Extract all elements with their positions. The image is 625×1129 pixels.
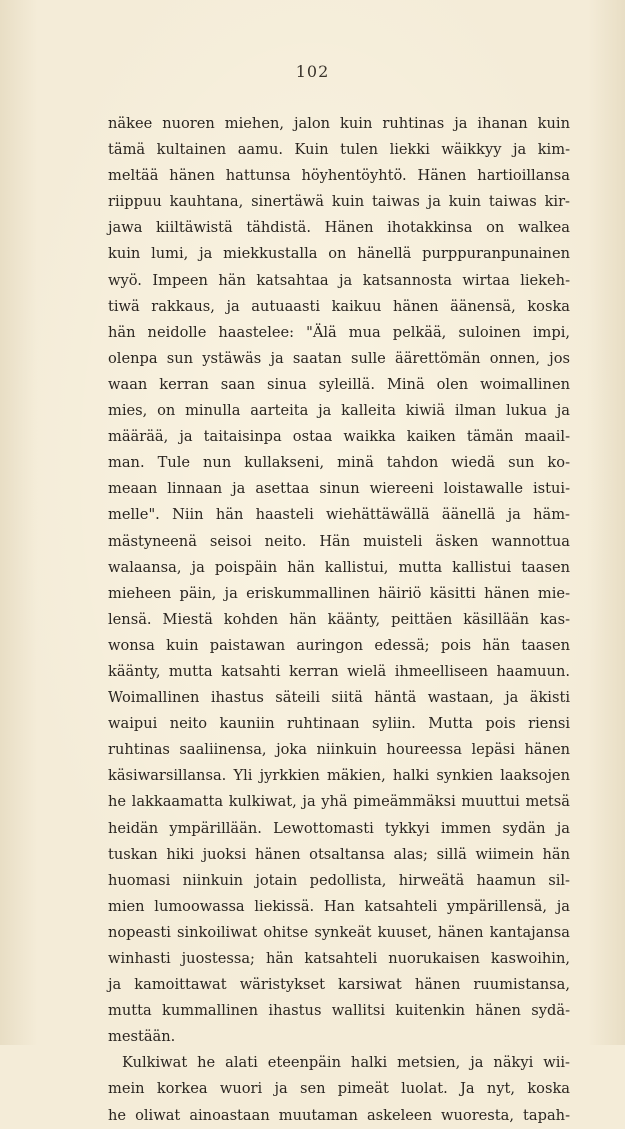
text-line: mies, on minulla aarteita ja kalleita kiwiä ilman lukua ja xyxy=(108,402,570,420)
text-line: mestään. xyxy=(108,1028,176,1046)
text-line: mieheen päin, ja eriskummallinen häiriö käsitti hänen mie- xyxy=(108,584,570,602)
text-line: mien lumoowassa liekissä. Han katsahteli ympärillensä, ja xyxy=(108,897,570,915)
text-line: man. Tule nun kullakseni, minä tahdon wiedä sun ko- xyxy=(108,454,570,472)
text-line: kuin lumi, ja miekkustalla on hänellä purppuranpunainen xyxy=(108,245,570,263)
text-line: heidän ympärillään. Lewottomasti tykkyi immen sydän ja xyxy=(108,819,570,837)
text-line: mästyneenä seisoi neito. Hän muisteli äsken wannottua xyxy=(108,532,570,550)
text-line: tiwä rakkaus, ja autuaasti kaikuu hänen äänensä, koska xyxy=(108,297,570,315)
text-line: waan kerran saan sinua syleillä. Minä olen woimallinen xyxy=(108,375,570,393)
text-line: he lakkaamatta kulkiwat, ja yhä pimeämmäksi muuttui metsä xyxy=(108,793,570,811)
text-line: he oliwat ainoastaan muutaman askeleen wuoresta, tapah- xyxy=(108,1106,570,1124)
text-line: Woimallinen ihastus säteili siitä häntä wastaan, ja äkisti xyxy=(108,689,570,707)
text-line: jawa kiiltäwistä tähdistä. Hänen ihotakkinsa on walkea xyxy=(108,219,570,237)
text-line: riippuu kauhtana, sinertäwä kuin taiwas ja kuin taiwas kir- xyxy=(108,193,570,211)
text-line: käänty, mutta katsahti kerran wielä ihmeelliseen haamuun. xyxy=(108,662,570,680)
text-line: ruhtinas saaliinensa, joka niinkuin houreessa lepäsi hänen xyxy=(108,741,570,759)
text-line: wonsa kuin paistawan auringon edessä; pois hän taasen xyxy=(108,636,570,654)
text-line: meltää hänen hattunsa höyhentöyhtö. Hänen hartioillansa xyxy=(108,167,570,185)
text-line: määrää, ja taitaisinpa ostaa waikka kaiken tämän maail- xyxy=(108,428,570,446)
text-line: winhasti juostessa; hän katsahteli nuorukaisen kaswoihin, xyxy=(108,950,570,967)
text-line: walaansa, ja poispäin hän kallistui, mutta kallistui taasen xyxy=(108,558,570,576)
text-line: tämä kultainen aamu. Kuin tulen liekki wäikkyy ja kim- xyxy=(108,141,570,159)
text-line: huomasi niinkuin jotain pedollista, hirweätä haamun sil- xyxy=(108,871,570,889)
text-line: näkee nuoren miehen, jalon kuin ruhtinas ja ihanan kuin xyxy=(108,115,570,132)
text-line: meaan linnaan ja asettaa sinun wiereeni loistawalle istui- xyxy=(108,480,570,498)
text-line: ja kamoittawat wäristykset karsiwat hänen ruumistansa, xyxy=(108,976,570,994)
text-line: Kulkiwat he alati eteenpäin halki metsien, ja näkyi wii- xyxy=(122,1054,570,1072)
text-line: tuskan hiki juoksi hänen otsaltansa alas; sillä wiimein hän xyxy=(108,845,570,863)
text-line: lensä. Miestä kohden hän käänty, peittäen käsillään kas- xyxy=(108,610,570,628)
page-number: 102 xyxy=(295,62,330,81)
text-line: wyö. Impeen hän katsahtaa ja katsannosta wirtaa liekeh- xyxy=(108,271,570,289)
text-line: käsiwarsillansa. Yli jyrkkien mäkien, halki synkien laaksojen xyxy=(108,767,570,785)
text-line: olenpa sun ystäwäs ja saatan sulle äärettömän onnen, jos xyxy=(108,349,570,367)
text-line: nopeasti sinkoiliwat ohitse synkeät kuuset, hänen kantajansa xyxy=(108,923,570,941)
text-line: melle". Niin hän haasteli wiehättäwällä äänellä ja häm- xyxy=(108,506,570,524)
text-line: mein korkea wuori ja sen pimeät luolat. Ja nyt, koska xyxy=(108,1080,570,1098)
text-line: hän neidolle haastelee: "Älä mua pelkää, suloinen impi, xyxy=(108,323,570,341)
body-text xyxy=(108,111,570,1129)
text-line: waipui neito kauniin ruhtinaan syliin. Mutta pois riensi xyxy=(108,715,570,733)
text-line: mutta kummallinen ihastus wallitsi kuitenkin hänen sydä- xyxy=(108,1002,570,1020)
